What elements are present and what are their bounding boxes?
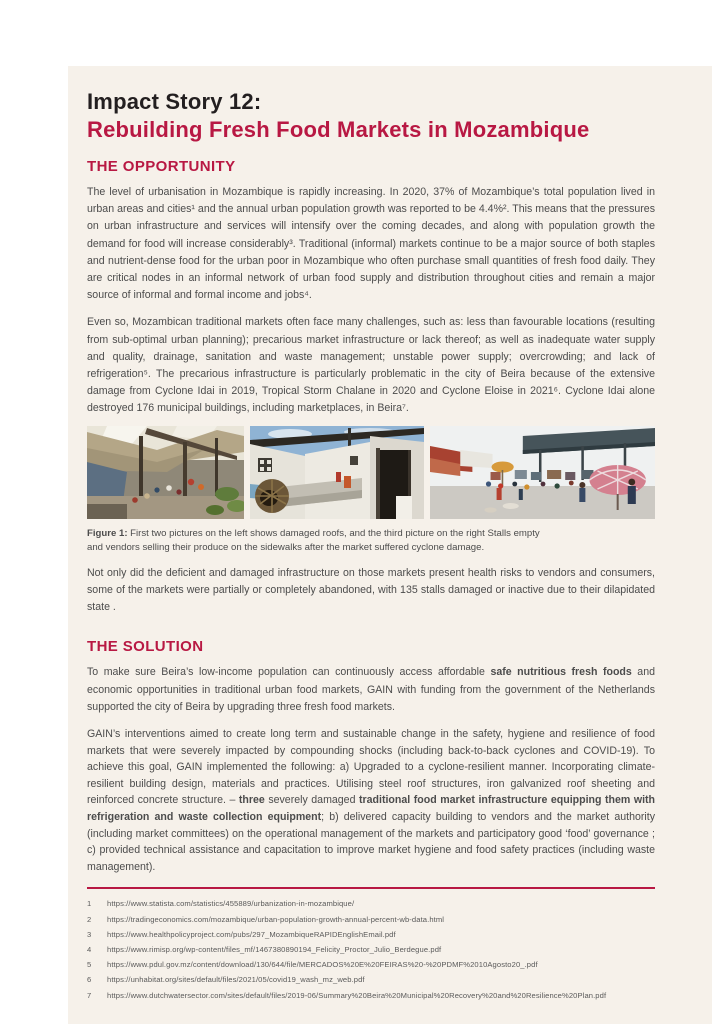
photo-damaged-roof-1	[87, 426, 244, 519]
markets-condition-paragraph: Not only did the deficient and damaged infrastructure on those markets present health risks to vendors and consumers, some of the markets were partially or completely abandoned, with 135 stalls damaged or inactive due to their dilapidated state .	[87, 566, 655, 614]
solution-paragraph-2: GAIN’s interventions aimed to create long term and sustainable change in the safety, hygiene and resilience of food markets that were severely impacted by compounding shocks (including back-to-back cyclones and COVID-19). To achieve this goal, GAIN implemented the following: a) Upgraded to a cyclone-resilient manner. Incorporating climate-resilient building design, materials and practices. Utilising steel roof structures, iron galvanized roof sheeting and reinforced concrete structure. – three severely damaged traditional food market infrastructure equipping them with refrigeration and waste collection equipment; b) delivered capacity building to vendors and the market authority (including market committees) on the operational management of the markets and participatory good ‘food’ governance ; c) provided technical assistance and capacitation to improve market hygiene and food safety practices (including waste management).	[87, 728, 656, 873]
figure-1-caption: Figure 1: First two pictures on the left shows damaged roofs, and the third picture on the right Stalls empty and vendors selling their produce on the sidewalks after the market suffered cyclone damage.	[87, 527, 540, 554]
page-title	[87, 88, 655, 144]
footnote-url[interactable]: https://unhabitat.org/sites/default/files/2021/05/covid19_wash_mz_web.pdf	[107, 975, 365, 985]
footnote-row	[87, 912, 655, 927]
footnote-url[interactable]: https://www.dutchwatersector.com/sites/default/files/2019-06/Summary%20Beira%20Municipal%20Recovery%20and%20Resilience%20Plan.pdf	[107, 990, 607, 1000]
footnote-number: 7	[87, 990, 92, 1000]
footnote-row	[87, 988, 655, 1003]
footnote-number: 1	[87, 899, 92, 909]
footnote-row	[87, 927, 655, 942]
footnote-number: 3	[87, 929, 92, 939]
footnote-number: 4	[87, 945, 92, 954]
footnote-url[interactable]: https://www.statista.com/statistics/455889/urbanization-in-mozambique/	[107, 899, 355, 909]
section-heading-opportunity: THE OPPORTUNITY	[87, 158, 236, 175]
photo-market-stalls-umbrellas	[430, 426, 655, 519]
footnote-url[interactable]: https://www.rimisp.org/wp-content/files_mf/1467380890194_Felicity_Proctor_Julio_Berdegue.pdf	[107, 945, 442, 954]
footnote-url[interactable]: https://tradingeconomics.com/mozambique/urban-population-growth-annual-percent-wb-data.html	[107, 914, 445, 924]
solution-paragraph-1: To make sure Beira’s low-income population can continuously access affordable safe nutritious fresh foods and economic opportunities in traditional urban food markets, GAIN with funding from the government of the Netherlands supported the city of Beira by upgrading three fresh food markets.	[87, 666, 655, 713]
footnote-number: 5	[87, 960, 92, 970]
figure-1-photos	[87, 426, 655, 519]
page-title-line2: Rebuilding Fresh Food Markets in Mozambique	[87, 117, 590, 142]
footnotes-list	[87, 896, 655, 1002]
footnote-divider	[87, 887, 655, 889]
section-heading-solution: THE SOLUTION	[87, 638, 204, 656]
photo-damaged-roof-2	[250, 426, 424, 519]
footnote-row	[87, 972, 655, 987]
footnote-url[interactable]: https://www.healthpolicyproject.com/pubs/297_MozambiqueRAPIDEnglishEmail.pdf	[107, 929, 396, 939]
page-title-line1: Impact Story 12:	[87, 89, 262, 114]
footnote-number: 2	[87, 914, 92, 924]
footnote-url[interactable]: https://www.pdul.gov.mz/content/download/130/644/file/MERCADOS%20E%20FEIRAS%20-%20PDMF%2010Agosto20_.pdf	[107, 960, 538, 970]
footnote-row	[87, 942, 655, 957]
opportunity-paragraph-1: The level of urbanisation in Mozambique is rapidly increasing. In 2020, 37% of Mozambique’s total population lived in urban areas and cities¹ and the annual urban population growth was reported to be 4.4%². This means that the pressures on urban infrastructure and services will intensify over the coming decades, and along with population growth the demand for food will increase considerably³. Traditional (informal) markets continue to be a major source of both staples and nutrient-dense food for the urban poor in Mozambique who often purchase small quantities of fresh food daily. They are critical nodes in an informal network of urban food supply and distribution throughout cities and remain a major source of informal and formal income and jobs⁴.	[87, 186, 655, 302]
footnote-row	[87, 957, 655, 972]
footnote-number: 6	[87, 975, 92, 985]
opportunity-paragraph-2: Even so, Mozambican traditional markets often face many challenges, such as: less than favourable locations (resulting from sub-optimal urban planning); precarious market infrastructure or lack thereof; as well as inadequate water supply and quality, drainage, sanitation and waste management; unstable power supply; overcrowding; and lack of refrigeration⁵. The precarious infrastructure is particularly problematic in the city of Beira because of the extensive damage from Cyclone Idai in 2019, Tropical Storm Chalane in 2020 and Cyclone Eloise in 2021⁶. Cyclone Idai alone destroyed 176 municipal buildings, including marketplaces, in Beira⁷.	[87, 316, 655, 415]
footnote-row	[87, 896, 655, 911]
content-panel	[68, 66, 712, 1024]
